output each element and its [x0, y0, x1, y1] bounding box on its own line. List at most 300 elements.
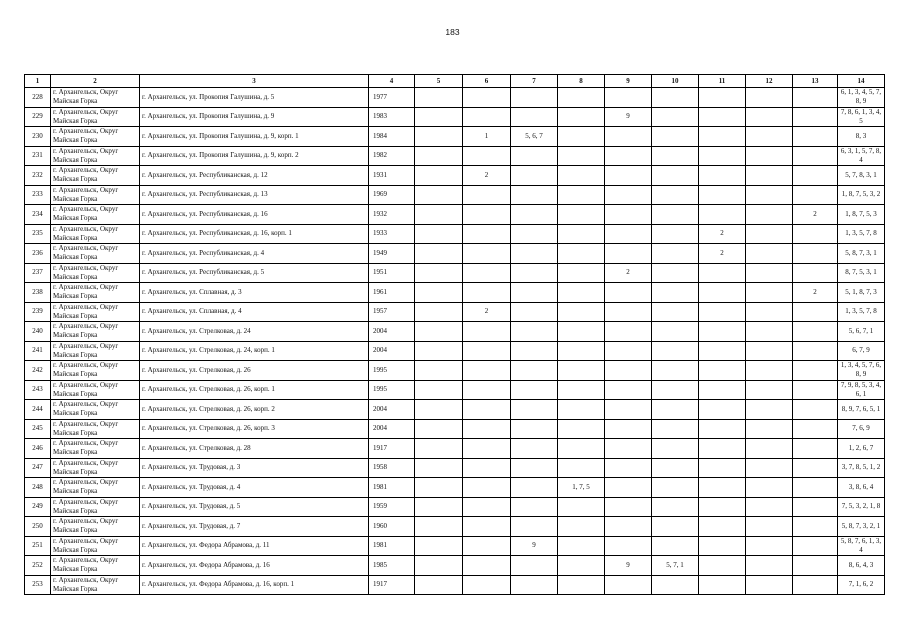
table-cell-col-9: 9: [605, 107, 652, 127]
table-cell-col-1: 252: [25, 556, 51, 576]
table-cell-col-14: 7, 6, 9: [838, 419, 885, 439]
table-cell-col-3: г. Архангельск, ул. Трудовая, д. 3: [140, 458, 369, 478]
column-header-2: 2: [51, 75, 140, 88]
table-cell-col-13: [793, 185, 838, 205]
table-cell-col-2: г. Архангельск, Округ Майская Горка: [51, 88, 140, 108]
table-row: [25, 497, 885, 517]
table-cell-col-14: 5, 8, 7, 6, 1, 3, 4: [838, 536, 885, 556]
table-cell-col-14: 5, 1, 8, 7, 3: [838, 283, 885, 303]
table-cell-col-2: г. Архангельск, Округ Майская Горка: [51, 146, 140, 166]
table-cell-col-8: [558, 224, 605, 244]
table-row: [25, 400, 885, 420]
table-cell-col-10: [652, 341, 699, 361]
table-cell-col-12: [746, 263, 793, 283]
table-cell-col-14: 7, 8, 6, 1, 3, 4, 5: [838, 107, 885, 127]
table-cell-col-1: 233: [25, 185, 51, 205]
table-row: [25, 88, 885, 108]
table-cell-col-8: 1, 7, 5: [558, 478, 605, 498]
table-cell-col-12: [746, 283, 793, 303]
table-cell-col-10: [652, 517, 699, 537]
table-cell-col-2: г. Архангельск, Округ Майская Горка: [51, 205, 140, 225]
table-row: [25, 361, 885, 381]
table-cell-col-8: [558, 302, 605, 322]
table-cell-col-6: [463, 88, 511, 108]
table-cell-col-8: [558, 185, 605, 205]
table-cell-col-12: [746, 185, 793, 205]
table-cell-col-14: 8, 7, 5, 3, 1: [838, 263, 885, 283]
table-cell-col-11: [699, 107, 746, 127]
table-cell-col-4: 1933: [369, 224, 415, 244]
table-cell-col-12: [746, 380, 793, 400]
table-cell-col-5: [415, 380, 463, 400]
table-cell-col-11: [699, 400, 746, 420]
table-cell-col-12: [746, 400, 793, 420]
table-cell-col-9: [605, 419, 652, 439]
table-cell-col-6: 2: [463, 166, 511, 186]
table-cell-col-9: [605, 283, 652, 303]
table-cell-col-5: [415, 283, 463, 303]
table-cell-col-13: [793, 88, 838, 108]
table-cell-col-12: [746, 244, 793, 264]
table-cell-col-5: [415, 400, 463, 420]
table-cell-col-2: г. Архангельск, Округ Майская Горка: [51, 166, 140, 186]
table-cell-col-4: 1957: [369, 302, 415, 322]
table-cell-col-8: [558, 205, 605, 225]
table-cell-col-6: [463, 517, 511, 537]
table-cell-col-10: [652, 322, 699, 342]
table-cell-col-2: г. Архангельск, Округ Майская Горка: [51, 224, 140, 244]
table-cell-col-14: 1, 3, 5, 7, 8: [838, 224, 885, 244]
table-cell-col-11: [699, 517, 746, 537]
table-cell-col-7: [511, 302, 558, 322]
table-cell-col-7: [511, 205, 558, 225]
table-cell-col-12: [746, 517, 793, 537]
table-cell-col-1: 237: [25, 263, 51, 283]
table-cell-col-6: 2: [463, 302, 511, 322]
table-cell-col-3: г. Архангельск, ул. Трудовая, д. 4: [140, 478, 369, 498]
table-cell-col-2: г. Архангельск, Округ Майская Горка: [51, 556, 140, 576]
table-cell-col-5: [415, 517, 463, 537]
table-cell-col-6: [463, 146, 511, 166]
table-cell-col-2: г. Архангельск, Округ Майская Горка: [51, 283, 140, 303]
table-cell-col-11: [699, 575, 746, 595]
housing-register-table: [24, 74, 885, 595]
table-cell-col-7: [511, 224, 558, 244]
table-cell-col-6: [463, 400, 511, 420]
table-cell-col-4: 1932: [369, 205, 415, 225]
table-cell-col-5: [415, 185, 463, 205]
table-row: [25, 380, 885, 400]
table-cell-col-10: [652, 185, 699, 205]
table-row: [25, 419, 885, 439]
table-cell-col-12: [746, 146, 793, 166]
table-cell-col-8: [558, 458, 605, 478]
table-cell-col-8: [558, 439, 605, 459]
table-cell-col-11: [699, 536, 746, 556]
table-cell-col-2: г. Архангельск, Округ Майская Горка: [51, 361, 140, 381]
column-header-13: 13: [793, 75, 838, 88]
table-cell-col-11: [699, 88, 746, 108]
table-body: [25, 88, 885, 595]
table-cell-col-13: [793, 575, 838, 595]
table-cell-col-11: 2: [699, 244, 746, 264]
table-cell-col-10: [652, 302, 699, 322]
table-cell-col-10: [652, 166, 699, 186]
table-cell-col-7: [511, 575, 558, 595]
table-cell-col-7: [511, 166, 558, 186]
table-row: [25, 146, 885, 166]
table-row: [25, 302, 885, 322]
table-cell-col-13: [793, 517, 838, 537]
table-cell-col-6: [463, 478, 511, 498]
table-cell-col-11: [699, 439, 746, 459]
table-row: [25, 205, 885, 225]
table-cell-col-6: [463, 361, 511, 381]
table-cell-col-1: 230: [25, 127, 51, 147]
table-cell-col-4: 1995: [369, 361, 415, 381]
table-cell-col-2: г. Архангельск, Округ Майская Горка: [51, 127, 140, 147]
column-header-14: 14: [838, 75, 885, 88]
table-cell-col-5: [415, 146, 463, 166]
table-cell-col-14: 6, 7, 9: [838, 341, 885, 361]
table-cell-col-5: [415, 341, 463, 361]
table-cell-col-11: 2: [699, 224, 746, 244]
table-cell-col-7: [511, 341, 558, 361]
table-cell-col-5: [415, 497, 463, 517]
table-cell-col-7: [511, 517, 558, 537]
table-cell-col-8: [558, 107, 605, 127]
column-header-5: 5: [415, 75, 463, 88]
table-cell-col-2: г. Архангельск, Округ Майская Горка: [51, 439, 140, 459]
table-cell-col-14: 3, 7, 8, 5, 1, 2: [838, 458, 885, 478]
table-row: [25, 517, 885, 537]
table-cell-col-2: г. Архангельск, Округ Майская Горка: [51, 575, 140, 595]
column-header-11: 11: [699, 75, 746, 88]
table-cell-col-7: [511, 185, 558, 205]
table-cell-col-12: [746, 419, 793, 439]
table-cell-col-7: [511, 322, 558, 342]
table-cell-col-9: [605, 88, 652, 108]
table-cell-col-12: [746, 322, 793, 342]
table-row: [25, 458, 885, 478]
table-cell-col-11: [699, 322, 746, 342]
table-cell-col-7: [511, 439, 558, 459]
table-cell-col-5: [415, 322, 463, 342]
table-cell-col-1: 235: [25, 224, 51, 244]
table-cell-col-14: 5, 6, 7, 1: [838, 322, 885, 342]
table-cell-col-9: [605, 439, 652, 459]
table-cell-col-9: [605, 127, 652, 147]
table-cell-col-2: г. Архангельск, Округ Майская Горка: [51, 185, 140, 205]
table-cell-col-3: г. Архангельск, ул. Республиканская, д. 4: [140, 244, 369, 264]
table-row: [25, 107, 885, 127]
table-cell-col-8: [558, 341, 605, 361]
table-row: [25, 244, 885, 264]
table-cell-col-7: [511, 478, 558, 498]
table-row: [25, 322, 885, 342]
table-cell-col-14: 8, 6, 4, 3: [838, 556, 885, 576]
table-cell-col-1: 234: [25, 205, 51, 225]
table-cell-col-6: [463, 419, 511, 439]
table-cell-col-11: [699, 341, 746, 361]
table-cell-col-13: [793, 361, 838, 381]
table-cell-col-3: г. Архангельск, ул. Стрелковая, д. 26, корп. 2: [140, 400, 369, 420]
table-cell-col-14: 1, 8, 7, 5, 3, 2: [838, 185, 885, 205]
table-cell-col-7: 5, 6, 7: [511, 127, 558, 147]
table-cell-col-5: [415, 478, 463, 498]
table-cell-col-12: [746, 88, 793, 108]
table-cell-col-11: [699, 302, 746, 322]
table-cell-col-1: 247: [25, 458, 51, 478]
table-cell-col-4: 1982: [369, 146, 415, 166]
table-cell-col-13: [793, 458, 838, 478]
table-cell-col-14: 6, 1, 3, 4, 5, 7, 8, 9: [838, 88, 885, 108]
table-cell-col-13: [793, 380, 838, 400]
table-cell-col-7: [511, 380, 558, 400]
table-cell-col-14: 1, 3, 4, 5, 7, 6, 8, 9: [838, 361, 885, 381]
table-cell-col-3: г. Архангельск, ул. Прокопия Галушина, д. 5: [140, 88, 369, 108]
table-cell-col-10: [652, 263, 699, 283]
table-cell-col-2: г. Архангельск, Округ Майская Горка: [51, 478, 140, 498]
table-cell-col-10: [652, 88, 699, 108]
table-cell-col-10: [652, 380, 699, 400]
table-cell-col-2: г. Архангельск, Округ Майская Горка: [51, 244, 140, 264]
table-cell-col-3: г. Архангельск, ул. Стрелковая, д. 24, корп. 1: [140, 341, 369, 361]
table-cell-col-2: г. Архангельск, Округ Майская Горка: [51, 380, 140, 400]
table-row: [25, 263, 885, 283]
table-cell-col-1: 238: [25, 283, 51, 303]
table-cell-col-5: [415, 127, 463, 147]
table-cell-col-1: 241: [25, 341, 51, 361]
table-cell-col-13: [793, 263, 838, 283]
table-cell-col-1: 229: [25, 107, 51, 127]
table-cell-col-11: [699, 166, 746, 186]
table-cell-col-7: [511, 400, 558, 420]
table-cell-col-8: [558, 556, 605, 576]
table-cell-col-4: 1961: [369, 283, 415, 303]
table-cell-col-13: [793, 439, 838, 459]
table-cell-col-4: 2004: [369, 341, 415, 361]
table-cell-col-3: г. Архангельск, ул. Сплавная, д. 4: [140, 302, 369, 322]
table-cell-col-8: [558, 263, 605, 283]
table-row: [25, 283, 885, 303]
table-cell-col-8: [558, 419, 605, 439]
table-cell-col-1: 242: [25, 361, 51, 381]
table-cell-col-6: 1: [463, 127, 511, 147]
table-cell-col-11: [699, 127, 746, 147]
table-cell-col-8: [558, 517, 605, 537]
column-header-6: 6: [463, 75, 511, 88]
table-cell-col-5: [415, 224, 463, 244]
table-cell-col-12: [746, 224, 793, 244]
table-cell-col-7: [511, 244, 558, 264]
table-cell-col-3: г. Архангельск, ул. Стрелковая, д. 26: [140, 361, 369, 381]
table-cell-col-11: [699, 205, 746, 225]
table-cell-col-8: [558, 166, 605, 186]
table-cell-col-3: г. Архангельск, ул. Республиканская, д. 16: [140, 205, 369, 225]
table-cell-col-3: г. Архангельск, ул. Республиканская, д. 13: [140, 185, 369, 205]
table-cell-col-7: [511, 556, 558, 576]
table-cell-col-9: 2: [605, 263, 652, 283]
table-cell-col-10: [652, 575, 699, 595]
table-cell-col-5: [415, 556, 463, 576]
table-cell-col-11: [699, 361, 746, 381]
table-cell-col-4: 1983: [369, 107, 415, 127]
table-cell-col-10: [652, 224, 699, 244]
table-cell-col-10: [652, 478, 699, 498]
table-cell-col-8: [558, 127, 605, 147]
table-cell-col-7: [511, 88, 558, 108]
table-cell-col-14: 8, 9, 7, 6, 5, 1: [838, 400, 885, 420]
table-cell-col-13: 2: [793, 283, 838, 303]
table-cell-col-8: [558, 380, 605, 400]
table-cell-col-10: 5, 7, 1: [652, 556, 699, 576]
table-cell-col-12: [746, 478, 793, 498]
table-cell-col-7: [511, 419, 558, 439]
table-cell-col-1: 253: [25, 575, 51, 595]
table-cell-col-8: [558, 88, 605, 108]
table-cell-col-13: 2: [793, 205, 838, 225]
table-cell-col-12: [746, 458, 793, 478]
table-cell-col-13: [793, 127, 838, 147]
table-cell-col-9: [605, 341, 652, 361]
table-cell-col-4: 1951: [369, 263, 415, 283]
table-cell-col-1: 231: [25, 146, 51, 166]
table-cell-col-2: г. Архангельск, Округ Майская Горка: [51, 419, 140, 439]
table-cell-col-4: 1981: [369, 536, 415, 556]
table-cell-col-3: г. Архангельск, ул. Сплавная, д. 3: [140, 283, 369, 303]
table-cell-col-9: [605, 478, 652, 498]
table-cell-col-9: [605, 322, 652, 342]
table-cell-col-14: 1, 8, 7, 5, 3: [838, 205, 885, 225]
table-cell-col-2: г. Архангельск, Округ Майская Горка: [51, 302, 140, 322]
table-cell-col-3: г. Архангельск, ул. Прокопия Галушина, д. 9: [140, 107, 369, 127]
table-cell-col-3: г. Архангельск, ул. Стрелковая, д. 24: [140, 322, 369, 342]
table-cell-col-7: 9: [511, 536, 558, 556]
table-cell-col-9: [605, 400, 652, 420]
table-cell-col-8: [558, 575, 605, 595]
table-cell-col-10: [652, 419, 699, 439]
table-cell-col-12: [746, 341, 793, 361]
table-cell-col-1: 239: [25, 302, 51, 322]
column-header-4: 4: [369, 75, 415, 88]
table-cell-col-4: 1981: [369, 478, 415, 498]
table-cell-col-8: [558, 146, 605, 166]
table-cell-col-4: 1995: [369, 380, 415, 400]
table-cell-col-9: [605, 575, 652, 595]
table-row: [25, 536, 885, 556]
table-cell-col-12: [746, 302, 793, 322]
table-cell-col-5: [415, 536, 463, 556]
table-cell-col-5: [415, 107, 463, 127]
table-cell-col-10: [652, 283, 699, 303]
table-cell-col-12: [746, 127, 793, 147]
table-cell-col-6: [463, 185, 511, 205]
table-cell-col-6: [463, 380, 511, 400]
table-cell-col-6: [463, 341, 511, 361]
table-cell-col-1: 243: [25, 380, 51, 400]
table-cell-col-8: [558, 361, 605, 381]
table-cell-col-9: [605, 497, 652, 517]
table-cell-col-8: [558, 536, 605, 556]
table-cell-col-6: [463, 575, 511, 595]
table-cell-col-11: [699, 478, 746, 498]
table-cell-col-2: г. Архангельск, Округ Майская Горка: [51, 517, 140, 537]
table-cell-col-10: [652, 400, 699, 420]
table-cell-col-11: [699, 283, 746, 303]
table-cell-col-7: [511, 497, 558, 517]
table-cell-col-6: [463, 205, 511, 225]
table-cell-col-12: [746, 107, 793, 127]
table-row: [25, 127, 885, 147]
table-cell-col-6: [463, 283, 511, 303]
table-cell-col-5: [415, 361, 463, 381]
column-header-1: 1: [25, 75, 51, 88]
table-cell-col-3: г. Архангельск, ул. Республиканская, д. 5: [140, 263, 369, 283]
table-cell-col-1: 246: [25, 439, 51, 459]
table-cell-col-10: [652, 458, 699, 478]
table-cell-col-14: 8, 3: [838, 127, 885, 147]
table-row: [25, 185, 885, 205]
table-cell-col-14: 7, 9, 8, 5, 3, 4, 6, 1: [838, 380, 885, 400]
table-cell-col-9: [605, 536, 652, 556]
table-cell-col-10: [652, 244, 699, 264]
table-cell-col-2: г. Архангельск, Округ Майская Горка: [51, 497, 140, 517]
table-cell-col-9: [605, 166, 652, 186]
table-cell-col-8: [558, 244, 605, 264]
table-cell-col-13: [793, 478, 838, 498]
table-cell-col-14: 1, 2, 6, 7: [838, 439, 885, 459]
table-cell-col-4: 1931: [369, 166, 415, 186]
table-cell-col-4: 1917: [369, 575, 415, 595]
table-cell-col-3: г. Архангельск, ул. Стрелковая, д. 26, корп. 3: [140, 419, 369, 439]
header-row: [25, 75, 885, 88]
column-header-3: 3: [140, 75, 369, 88]
table-cell-col-4: 1977: [369, 88, 415, 108]
table-cell-col-9: [605, 517, 652, 537]
table-cell-col-1: 232: [25, 166, 51, 186]
table-cell-col-9: 9: [605, 556, 652, 576]
table-cell-col-10: [652, 205, 699, 225]
table-cell-col-3: г. Архангельск, ул. Стрелковая, д. 28: [140, 439, 369, 459]
table-cell-col-4: 1917: [369, 439, 415, 459]
table-cell-col-4: 2004: [369, 400, 415, 420]
table-cell-col-6: [463, 439, 511, 459]
table-cell-col-9: [605, 244, 652, 264]
table-cell-col-2: г. Архангельск, Округ Майская Горка: [51, 322, 140, 342]
table-cell-col-1: 244: [25, 400, 51, 420]
table-cell-col-9: [605, 146, 652, 166]
table-cell-col-13: [793, 107, 838, 127]
table-cell-col-1: 250: [25, 517, 51, 537]
column-header-10: 10: [652, 75, 699, 88]
table-cell-col-9: [605, 458, 652, 478]
table-cell-col-3: г. Архангельск, ул. Республиканская, д. 12: [140, 166, 369, 186]
table-cell-col-7: [511, 107, 558, 127]
table-cell-col-3: г. Архангельск, ул. Трудовая, д. 7: [140, 517, 369, 537]
table-cell-col-8: [558, 283, 605, 303]
table-cell-col-7: [511, 361, 558, 381]
table-cell-col-10: [652, 361, 699, 381]
table-cell-col-14: 7, 1, 6, 2: [838, 575, 885, 595]
table-cell-col-10: [652, 439, 699, 459]
table-cell-col-5: [415, 302, 463, 322]
table-cell-col-13: [793, 244, 838, 264]
table-row: [25, 439, 885, 459]
table-cell-col-5: [415, 575, 463, 595]
table-cell-col-12: [746, 205, 793, 225]
table-cell-col-1: 228: [25, 88, 51, 108]
